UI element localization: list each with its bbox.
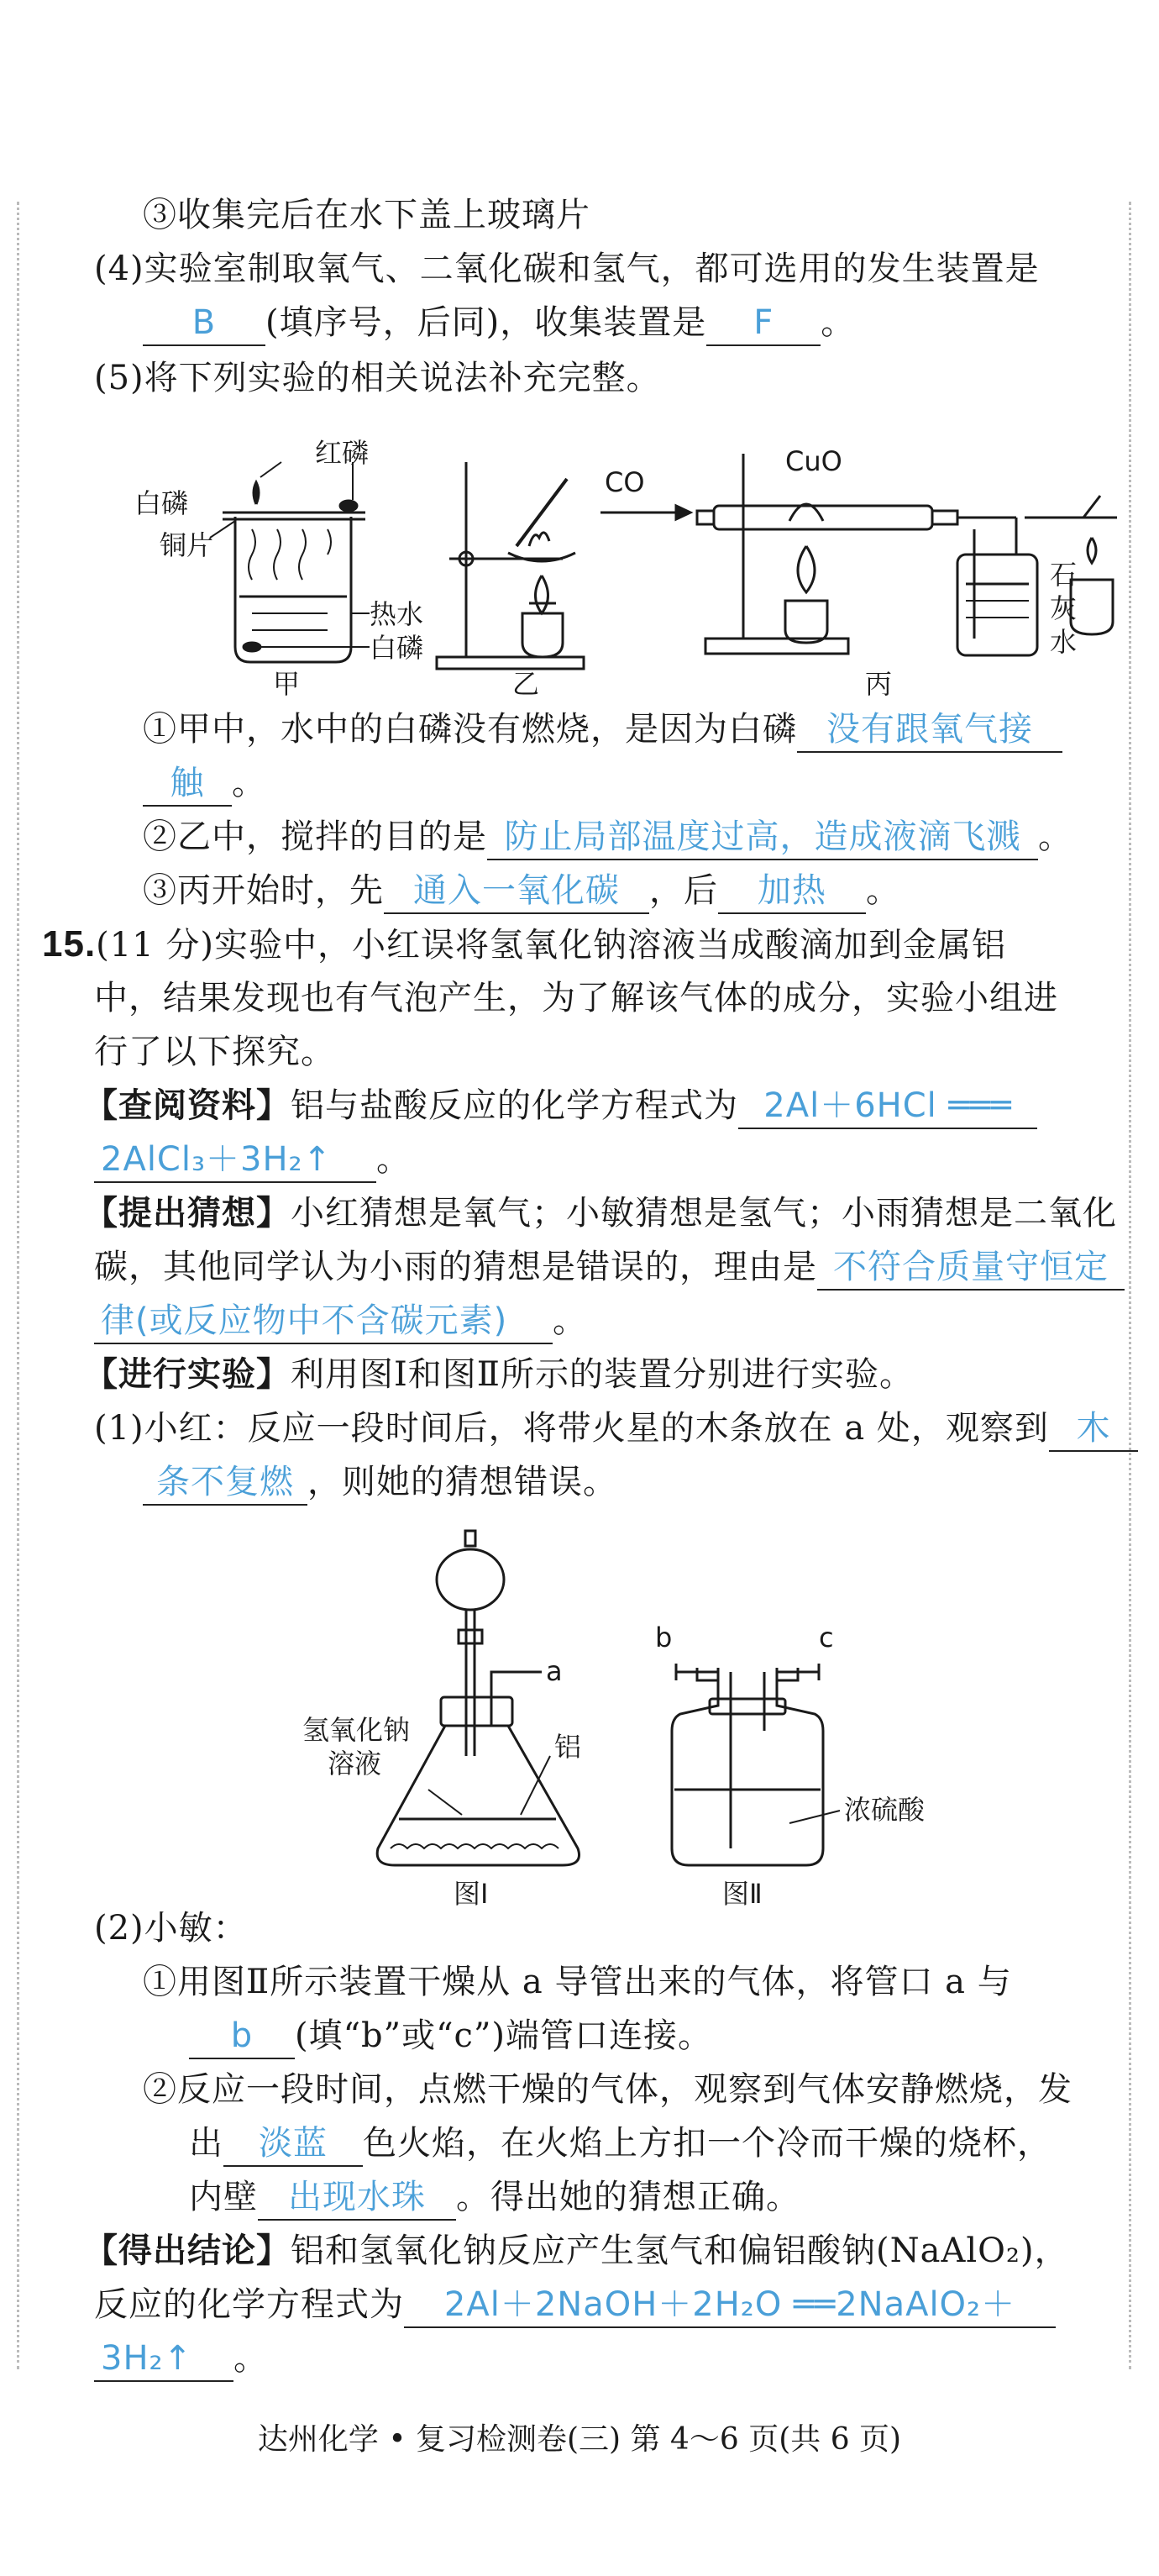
text: (填序号，后同)，收集装置是 (265, 303, 707, 342)
q14-part4-line1 (94, 244, 1040, 294)
answer-blank: 2Al＋2NaOH＋2H₂O ══2NaAlO₂＋ (404, 2283, 1056, 2328)
label-naoh-line2: 溶液 (328, 1748, 382, 1780)
answer-blank: 通入一氧化碳 (384, 869, 649, 914)
label-honglin: 红磷 (315, 437, 370, 469)
label-reshui: 热水 (370, 598, 424, 630)
label-bailin-top: 白磷 (134, 487, 189, 519)
answer-blank: 没有跟氧气接 (797, 707, 1062, 753)
page-footer: 达州化学 • 复习检测卷(三) 第 4～6 页(共 6 页) (257, 2422, 902, 2457)
binding-line-right (1129, 202, 1131, 2369)
answer-blank: 2AlCl₃＋3H₂↑ (94, 1138, 376, 1183)
answer-blank: 加热 (718, 869, 866, 914)
section-tag: 【查阅资料】 (84, 1086, 291, 1125)
q14-step3-line (143, 190, 590, 240)
text: 。 (553, 1301, 587, 1340)
answer-blank: F (706, 301, 821, 346)
text: 。 (232, 764, 266, 802)
label-h2so4: 浓硫酸 (844, 1794, 926, 1826)
figure-yi (437, 462, 584, 669)
q15-conclusion-line3 (94, 2333, 268, 2384)
q15-guess-line1 (84, 1188, 1117, 1238)
label-tongpian: 铜片 (160, 529, 214, 561)
text: 。 (233, 2339, 268, 2378)
answer-blank: B (143, 301, 265, 346)
text: 反应的化学方程式为 (94, 2285, 404, 2324)
figure-1-apparatus (377, 1531, 582, 1865)
experiment-figure-1-2 (252, 1512, 941, 1907)
section-tag: 【进行实验】 (84, 1354, 291, 1394)
q15-exp2-1-line2 (189, 2011, 712, 2061)
label-co: CO (605, 466, 645, 498)
q15-intro-line1 (42, 919, 1006, 970)
label-cuo: CuO (785, 445, 842, 477)
text: 色火焰，在火焰上方扣一个冷而干燥的烧杯， (363, 2124, 1051, 2163)
text: ①用图Ⅱ所示装置干燥从 a 导管出来的气体，将管口 a 与 (143, 1963, 1012, 2001)
label-naoh-line1: 氢氧化钠 (302, 1714, 411, 1746)
answer-blank: 3H₂↑ (94, 2337, 233, 2382)
answer-blank: b (189, 2014, 295, 2059)
label-shi: 石 (1050, 559, 1078, 591)
label-hui: 灰 (1050, 592, 1078, 624)
question-number: 15. (42, 923, 97, 965)
q14-sub3-line (143, 865, 900, 916)
q15-exp1-line2 (143, 1457, 617, 1507)
text: 。 (376, 1140, 411, 1179)
answer-blank: 2Al＋6HCl ═══ (738, 1084, 1037, 1129)
text: (4)实验室制取氧气、二氧化碳和氢气，都可选用的发生装置是 (94, 250, 1040, 288)
section-tag: 【提出猜想】 (84, 1193, 291, 1233)
figure-jia (210, 462, 370, 662)
text: (填“b”或“c”)端管口连接。 (295, 2016, 713, 2055)
q15-intro-line2 (94, 973, 1058, 1023)
q15-exp1-line1 (94, 1403, 1138, 1454)
text: 铝和氢氧化钠反应产生氢气和偏铝酸钠(NaAlO₂)， (291, 2232, 1069, 2270)
label-bing: 丙 (865, 668, 893, 700)
label-fig2: 图Ⅱ (722, 1878, 763, 1907)
text: 碳，其他同学认为小雨的猜想是错误的，理由是 (94, 1248, 817, 1286)
text: 。得出她的猜想正确。 (456, 2178, 800, 2216)
text: 。 (866, 871, 900, 910)
figure-bing (697, 454, 1117, 655)
text: ②反应一段时间，点燃干燥的气体，观察到气体安静燃烧，发 (143, 2070, 1072, 2109)
text: 行了以下探究。 (94, 1033, 335, 1071)
label-shui: 水 (1050, 626, 1078, 658)
q15-exp2-2-line3 (189, 2172, 800, 2222)
answer-blank: 木 (1049, 1406, 1138, 1452)
label-fig1: 图Ⅰ (454, 1878, 489, 1907)
answer-blank: 不符合质量守恒定 (817, 1245, 1125, 1291)
arrow-co (600, 506, 690, 519)
section-tag: 【得出结论】 (84, 2231, 291, 2270)
text: ②乙中，搅拌的目的是 (143, 817, 487, 856)
answer-blank: 出现水珠 (258, 2175, 456, 2221)
text: ，则她的猜想错误。 (307, 1463, 617, 1501)
text: 内壁 (189, 2178, 258, 2216)
label-jia: 甲 (273, 668, 301, 700)
q14-sub1-line1 (143, 704, 1062, 754)
q15-experiment-line (84, 1349, 914, 1400)
q15-exp2-title (94, 1903, 248, 1953)
answer-blank: 淡蓝 (223, 2121, 363, 2167)
q14-sub2-line (143, 812, 1072, 862)
label-al: 铝 (554, 1731, 582, 1763)
text: (1)小红：反应一段时间后，将带火星的木条放在 a 处，观察到 (94, 1409, 1049, 1448)
q14-sub1-line2 (143, 758, 266, 808)
answer-blank: 律(或反应物中不含碳元素) (94, 1299, 553, 1344)
text: (2)小敏： (94, 1909, 248, 1948)
q14-part5-line (94, 353, 661, 403)
text: 利用图Ⅰ和图Ⅱ所示的装置分别进行实验。 (291, 1355, 914, 1394)
q15-exp2-1-line1 (143, 1957, 1012, 2007)
answer-blank: 条不复燃 (143, 1460, 307, 1506)
binding-line-left (17, 202, 19, 2369)
q15-reference-line2 (94, 1134, 411, 1185)
text: 出 (189, 2124, 223, 2163)
label-yi: 乙 (512, 668, 540, 700)
q15-exp2-2-line1 (143, 2064, 1072, 2115)
q15-intro-line3 (94, 1027, 335, 1077)
text: 小红猜想是氧气；小敏猜想是氢气；小雨猜想是二氧化 (291, 1194, 1117, 1233)
text: 。 (1038, 817, 1072, 856)
text: (11 分)实验中，小红误将氢氧化钠溶液当成酸滴加到金属铝 (96, 926, 1006, 965)
label-a: a (546, 1655, 563, 1687)
label-bailin-bottom: 白磷 (370, 632, 424, 664)
text: ，后 (649, 871, 718, 910)
q14-part4-line2 (143, 297, 855, 348)
text: 。 (821, 303, 856, 342)
text: ③收集完后在水下盖上玻璃片 (143, 196, 590, 234)
text: 中，结果发现也有气泡产生，为了解该气体的成分，实验小组进 (94, 979, 1058, 1017)
text: ①甲中，水中的白磷没有燃烧，是因为白磷 (143, 710, 797, 749)
q15-conclusion-line1 (84, 2226, 1069, 2276)
experiment-figure-jia-yi-bing (126, 437, 1117, 706)
text: (5)将下列实验的相关说法补充完整。 (94, 359, 661, 397)
label-b: b (655, 1622, 673, 1653)
label-c: c (819, 1622, 834, 1653)
text: ③丙开始时，先 (143, 871, 384, 910)
q15-guess-line2 (94, 1242, 1125, 1292)
q15-guess-line3 (94, 1296, 587, 1346)
text: 铝与盐酸反应的化学方程式为 (291, 1086, 738, 1125)
q15-conclusion-line2 (94, 2279, 1056, 2330)
q15-exp2-2-line2 (189, 2118, 1051, 2169)
q15-reference-line1 (84, 1080, 1037, 1131)
figure-2-apparatus (672, 1664, 840, 1865)
answer-blank: 防止局部温度过高，造成液滴飞溅 (487, 815, 1038, 860)
answer-blank: 触 (143, 761, 232, 807)
